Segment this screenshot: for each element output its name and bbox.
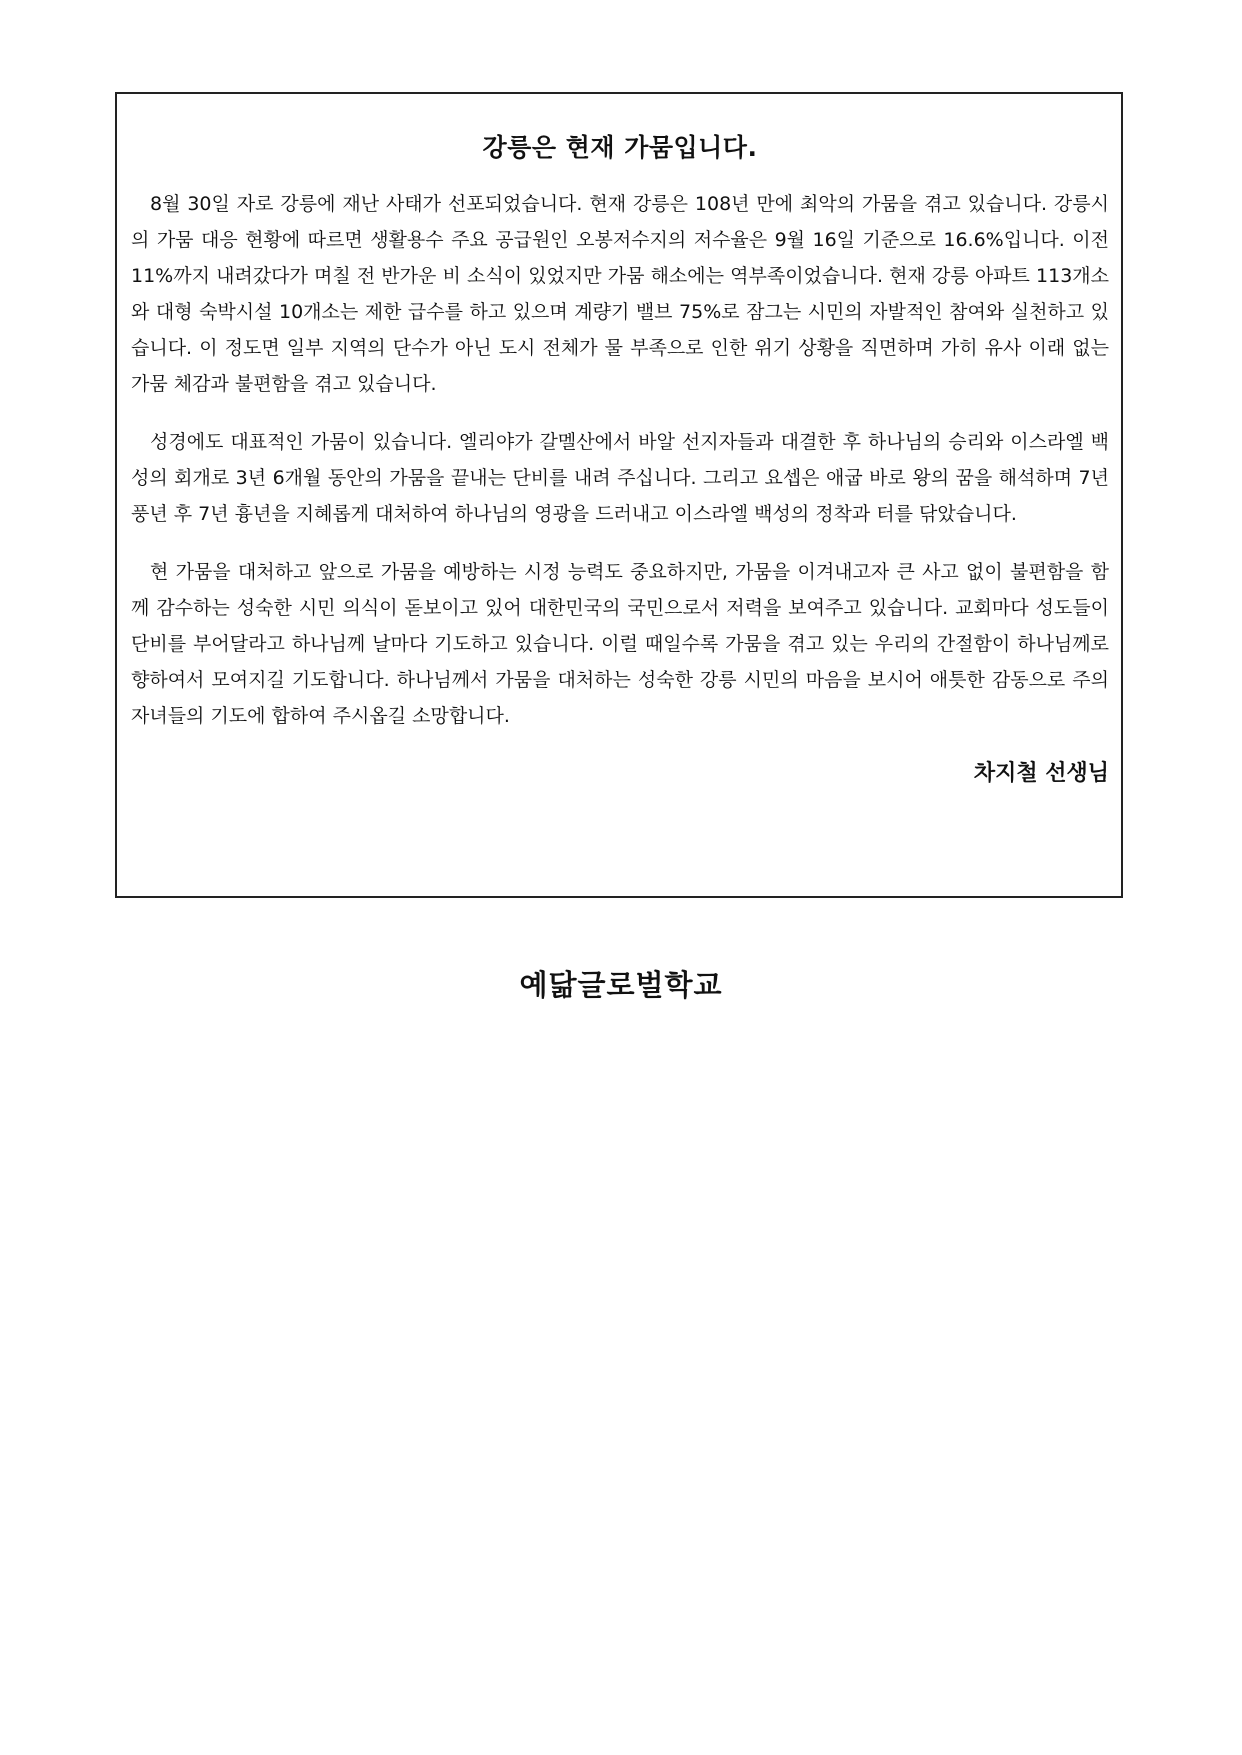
article-paragraph-2: 성경에도 대표적인 가뭄이 있습니다. 엘리야가 갈멜산에서 바알 선지자들과 대결한 후 하나님의 승리와 이스라엘 백성의 회개로 3년 6개월 동안의 가뭄을 끝내는 단비를 내려 주십니다. 그리고 요셉은 애굽 바로 왕의 꿈을 해석하며 7년 풍년 후 7년 흉년을 지혜롭게 대처하여 하나님의 영광을 드러내고 이스라엘 백성의 정착과 터를 닦았습니다. (131, 431, 1109, 525)
author-signature: 차지철 선생님 (973, 761, 1109, 786)
article-title: 강릉은 현재 가뭄입니다. (482, 133, 758, 162)
article-paragraph-3: 현 가뭄을 대처하고 앞으로 가뭄을 예방하는 시정 능력도 중요하지만, 가뭄을 이겨내고자 큰 사고 없이 불편함을 함께 감수하는 성숙한 시민 의식이 돋보이고 있어 대한민국의 국민으로서 저력을 보여주고 있습니다. 교회마다 성도들이 단비를 부어달라고 하나님께 날마다 기도하고 있습니다. 이럴 때일수록 가뭄을 겪고 있는 우리의 간절함이 하나님께로 향하여서 모여지길 기도합니다. 하나님께서 가뭄을 대처하는 성숙한 강릉 시민의 마음을 보시어 애틋한 감동으로 주의 자녀들의 기도에 합하여 주시옵길 소망합니다. (131, 561, 1109, 727)
school-name: 예닮글로벌학교 (519, 968, 723, 1002)
article-paragraph-1: 8월 30일 자로 강릉에 재난 사태가 선포되었습니다. 현재 강릉은 108년 만에 최악의 가뭄을 겪고 있습니다. 강릉시의 가뭄 대응 현황에 따르면 생활용수 주요 공급원인 오봉저수지의 저수율은 9월 16일 기준으로 16.6%입니다. 이전 11%까지 내려갔다가 며칠 전 반가운 비 소식이 있었지만 가뭄 해소에는 역부족이었습니다. 현재 강릉 아파트 113개소와 대형 숙박시설 10개소는 제한 급수를 하고 있으며 계량기 밸브 75%로 잠그는 시민의 자발적인 참여와 실천하고 있습니다. 이 정도면 일부 지역의 단수가 아닌 도시 전체가 물 부족으로 인한 위기 상황을 직면하며 가히 유사 이래 없는 가뭄 체감과 불편함을 겪고 있습니다. (131, 193, 1109, 395)
article-box (115, 92, 1123, 898)
